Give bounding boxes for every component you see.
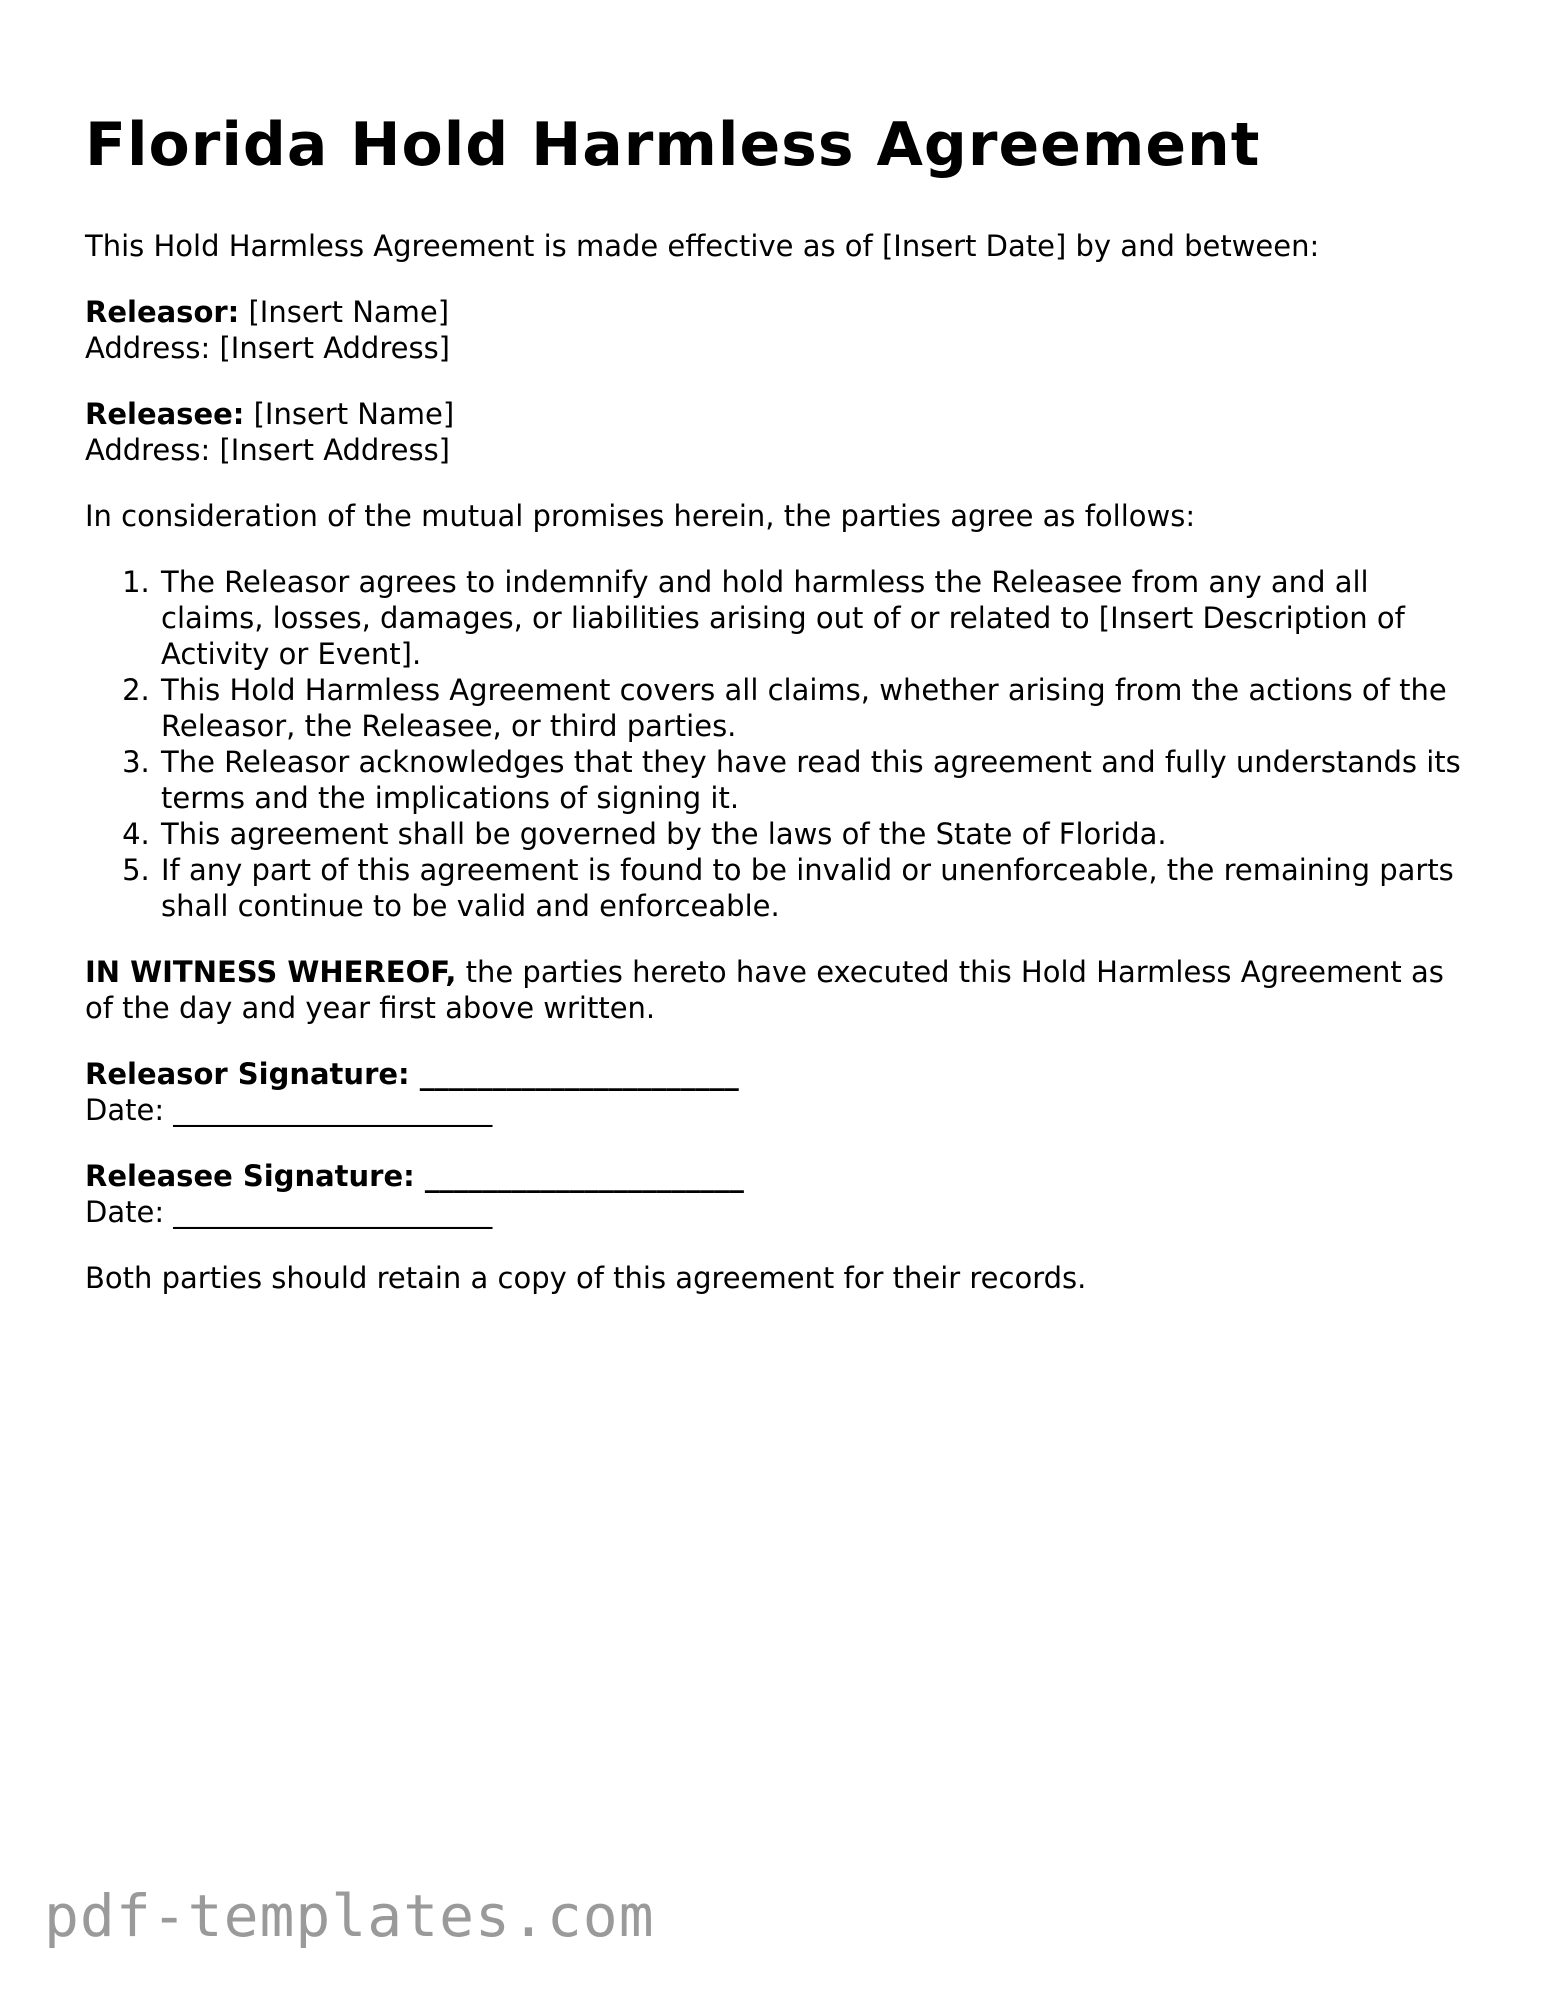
releasor-address: Address: [Insert Address] <box>85 331 450 365</box>
releasee-signature-line[interactable] <box>85 1158 1465 1194</box>
releasee-date-line[interactable]: Date: ______________________ <box>85 1195 493 1229</box>
term-item: 3. The Releasor acknowledges that they have read this agreement and fully understands its terms and the implications of signing it. <box>159 744 1465 816</box>
terms-list <box>85 564 1465 924</box>
releasee-block <box>85 396 1465 468</box>
releasor-signature-line[interactable] <box>85 1056 1465 1092</box>
consideration-paragraph: In consideration of the mutual promises herein, the parties agree as follows: <box>85 499 1196 533</box>
term-item: 4. This agreement shall be governed by the laws of the State of Florida. <box>159 816 1465 852</box>
releasor-name: [Insert Name] <box>239 295 450 329</box>
witness-lead: IN WITNESS WHEREOF, <box>85 955 457 989</box>
releasor-date-line[interactable]: Date: ______________________ <box>85 1093 493 1127</box>
witness-text: the parties hereto have executed this Hold Harmless Agreement as of the day and year first above written. <box>85 955 1444 1025</box>
document-page <box>85 100 1465 1296</box>
intro-paragraph: This Hold Harmless Agreement is made effective as of [Insert Date] by and between: <box>85 229 1320 263</box>
releasee-name: [Insert Name] <box>244 397 455 431</box>
releasee-name-line <box>85 396 1465 432</box>
releasee-address: Address: [Insert Address] <box>85 433 450 467</box>
witness-paragraph <box>85 954 1465 1026</box>
term-item: 2. This Hold Harmless Agreement covers all claims, whether arising from the actions of the Releasor, the Releasee, or third parties. <box>159 672 1465 744</box>
releasor-label: Releasor: <box>85 295 240 329</box>
term-item: 5. If any part of this agreement is found to be invalid or unenforceable, the remaining parts shall continue to be valid and enforceable. <box>159 852 1465 924</box>
watermark: pdf-templates.com <box>44 1882 655 1950</box>
releasor-name-line <box>85 294 1465 330</box>
retain-note: Both parties should retain a copy of this agreement for their records. <box>85 1261 1087 1295</box>
term-item: 1. The Releasor agrees to indemnify and hold harmless the Releasee from any and all claims, losses, damages, or liabilities arising out of or related to [Insert Description of Activity or Event]. <box>159 564 1465 672</box>
releasor-signature-block <box>85 1056 1465 1128</box>
document-title: Florida Hold Harmless Agreement <box>85 110 1261 180</box>
releasee-label: Releasee: <box>85 397 245 431</box>
releasor-block <box>85 294 1465 366</box>
releasee-signature-label: Releasee Signature: ______________________ <box>85 1159 744 1193</box>
releasor-signature-label: Releasor Signature: ______________________ <box>85 1057 739 1091</box>
releasee-signature-block <box>85 1158 1465 1230</box>
